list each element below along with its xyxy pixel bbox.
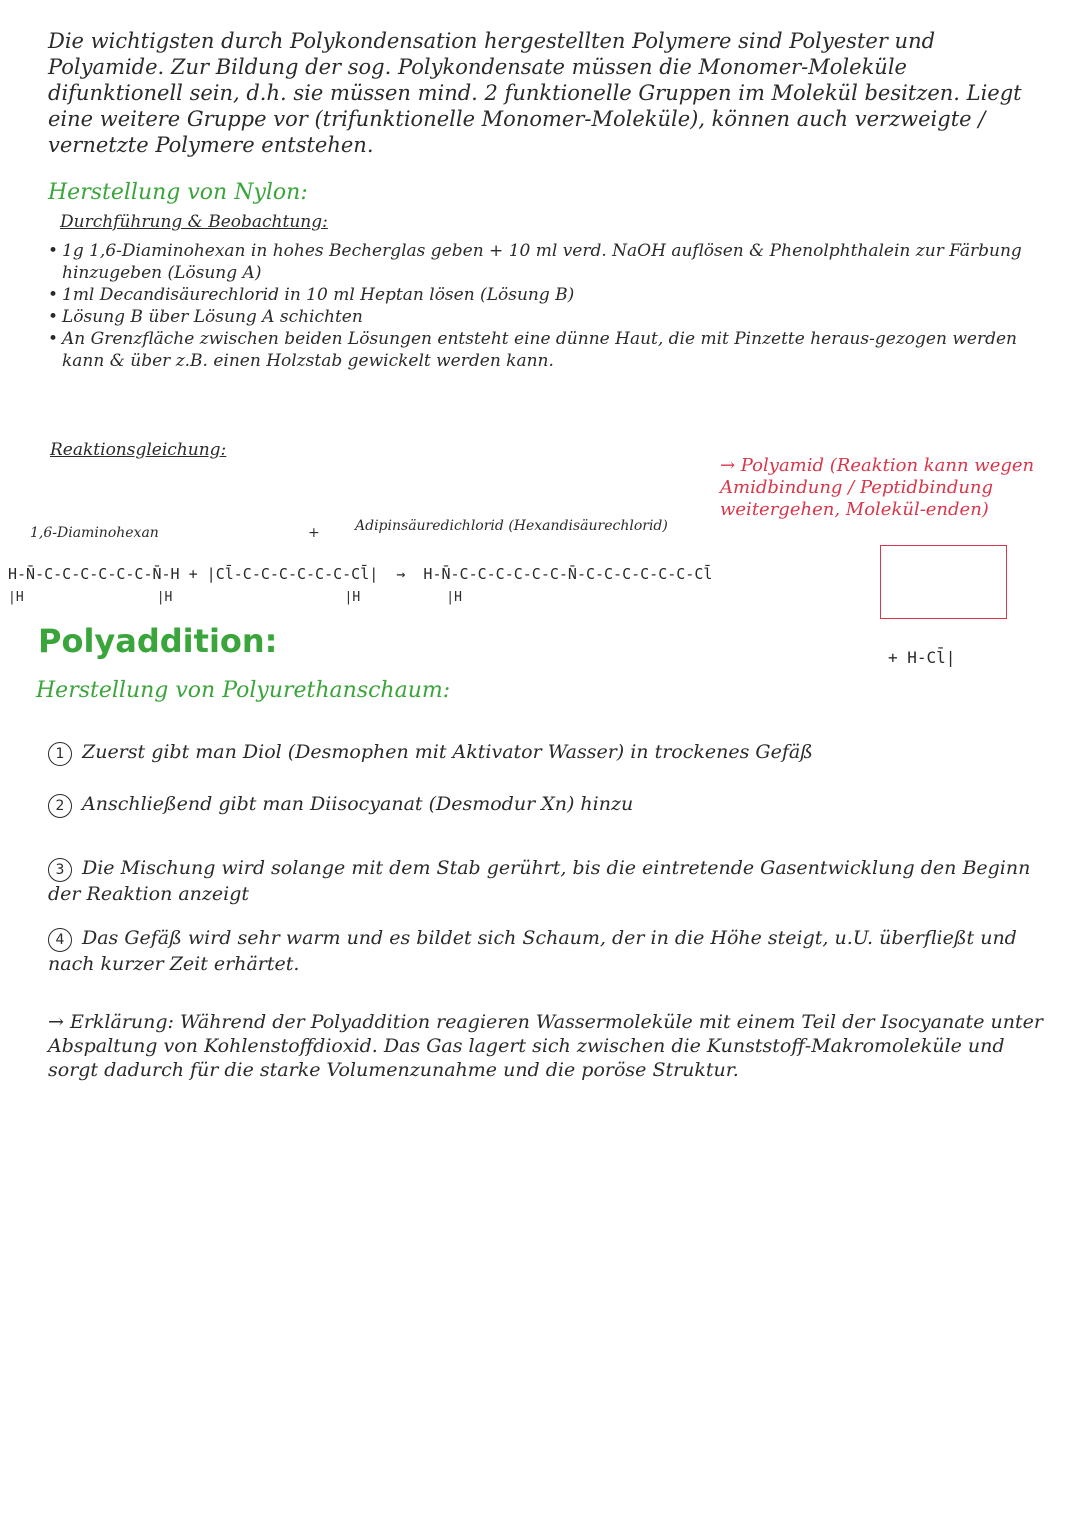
polyamide-note: → Polyamid (Reaktion kann wegen Amidbindung / Peptidbindung weitergehen, Molekül-enden)	[720, 455, 1035, 520]
pu-step-3	[48, 856, 1058, 906]
step-number: 3	[48, 858, 72, 882]
reactant2-label: Adipinsäuredichlorid (Hexandisäurechlorid)	[355, 518, 668, 534]
step-number: 2	[48, 794, 72, 818]
step-number: 1	[48, 742, 72, 766]
polyurethane-heading: Herstellung von Polyurethanschaum:	[36, 678, 451, 703]
reaction-equation: H-N̄-C-C-C-C-C-C-N̄-H + |Cl̄-C-C-C-C-C-C-Cl̄| → H-N̄-C-C-C-C-C-C-N̄-C-C-C-C-C-C-Cl̄	[8, 565, 713, 583]
explanation: → Erklärung: Während der Polyaddition reagieren Wassermoleküle mit einem Teil der Isocyanate unter Abspaltung von Kohlenstoffdioxid. Das Gas lagert sich zwischen die Kunststoff-Makromoleküle und sorgt dadurch für die starke Volumenzunahme und die poröse Struktur.	[48, 1011, 1043, 1081]
reaction-heading: Reaktionsgleichung:	[50, 440, 227, 460]
step-text: Zuerst gibt man Diol (Desmophen mit Aktivator Wasser) in trockenes Gefäß	[82, 741, 813, 763]
step-text: Das Gefäß wird sehr warm und es bildet sich Schaum, der in die Höhe steigt, u.U. überfließt und nach kurzer Zeit erhärtet.	[48, 927, 1017, 975]
procedure-step: • An Grenzfläche zwischen beiden Lösungen entsteht eine dünne Haut, die mit Pinzette heraus-gezogen werden kann & über z.B. einen Holzstab gewickelt werden kann.	[48, 328, 1058, 372]
step-number: 4	[48, 928, 72, 952]
amide-bond-box	[880, 545, 1007, 619]
reactant1-label: 1,6-Diaminohexan	[30, 525, 159, 541]
polyaddition-title: Polyaddition:	[38, 622, 278, 660]
procedure-list	[48, 240, 1058, 372]
pu-step-2	[48, 792, 1058, 818]
procedure-heading: Durchführung & Beobachtung:	[60, 212, 328, 232]
step-text: Die Mischung wird solange mit dem Stab gerührt, bis die eintretende Gasentwicklung den Beginn der Reaktion anzeigt	[48, 857, 1031, 905]
reaction-equation-hydrogens: |H |H |H |H	[8, 590, 462, 605]
step-text: Anschließend gibt man Diisocyanat (Desmodur Xn) hinzu	[82, 793, 634, 815]
intro-paragraph: Die wichtigsten durch Polykondensation hergestellten Polymere sind Polyester und Polyamide. Zur Bildung der sog. Polykondensate müssen die Monomer-Moleküle difunktionell sein, d.h. sie müssen mind. 2 funktionelle Gruppen im Molekül besitzen. Liegt eine weitere Gruppe vor (trifunktionelle Monomer-Moleküle), können auch verzweigte / vernetzte Polymere entstehen.	[48, 29, 1022, 157]
pu-step-4	[48, 926, 1058, 976]
procedure-step: • 1g 1,6-Diaminohexan in hohes Becherglas geben + 10 ml verd. NaOH auflösen & Phenolphthalein zur Färbung hinzugeben (Lösung A)	[48, 240, 1058, 284]
byproduct-hcl: + H-Cl̄|	[888, 648, 956, 667]
procedure-step: • 1ml Decandisäurechlorid in 10 ml Heptan lösen (Lösung B)	[48, 284, 1058, 306]
plus-sign: +	[308, 525, 320, 541]
procedure-step: • Lösung B über Lösung A schichten	[48, 306, 1058, 328]
nylon-heading: Herstellung von Nylon:	[48, 180, 308, 205]
pu-step-1	[48, 740, 1058, 766]
